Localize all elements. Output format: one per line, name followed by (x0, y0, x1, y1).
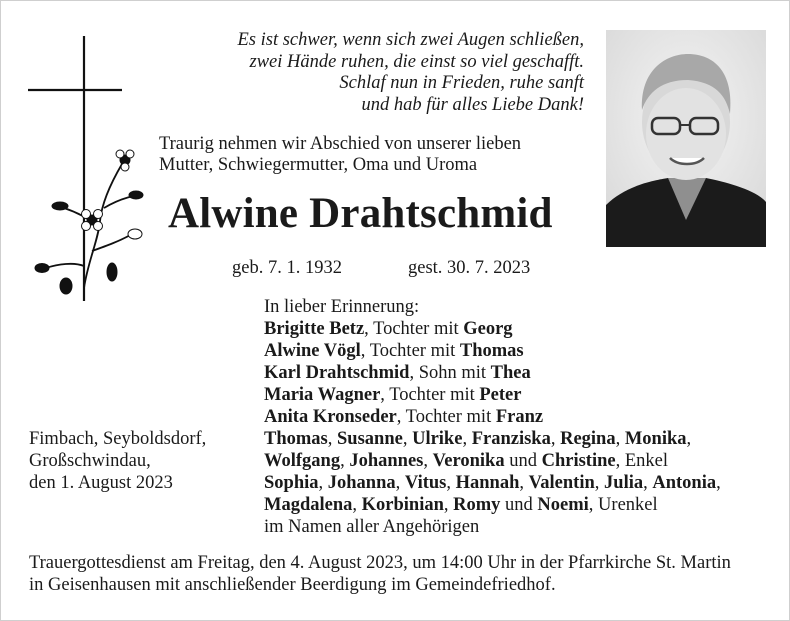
poem-line: und hab für alles Liebe Dank! (361, 94, 584, 115)
mourner-name: Thomas (459, 341, 524, 361)
mourner-name: Noemi (537, 495, 589, 515)
mourner-line (264, 450, 721, 472)
mourner-name: Antonia (652, 473, 717, 493)
mourner-relation: , (395, 473, 405, 493)
mourner-relation: , (594, 473, 605, 493)
mourner-name: Korbinian (361, 495, 444, 515)
poem-line: Schlaf nun in Frieden, ruhe sanft (339, 73, 584, 93)
funeral-service-info (29, 552, 731, 596)
mourner-name: Veronika (432, 451, 505, 471)
mourner-name: Ulrike (412, 429, 463, 449)
mourner-relation: , (716, 473, 721, 493)
mourner-relation: , (423, 451, 433, 471)
mourner-relation: und (504, 451, 542, 471)
memory-heading: In lieber Erinnerung: (264, 297, 420, 317)
mourner-line (264, 428, 721, 450)
mourner-name: Hannah (455, 473, 520, 493)
mourner-relation: , Tochter mit (396, 407, 496, 427)
mourner-name: Peter (479, 385, 522, 405)
mourners-list (264, 296, 721, 538)
poem (154, 30, 584, 116)
mourner-name: Brigitte Betz (264, 319, 365, 339)
service-line: Trauergottesdienst am Freitag, den 4. August 2023, um 14:00 Uhr in der Pfarrkirche St. Martin (29, 553, 731, 573)
mourner-relation: , (446, 473, 456, 493)
mourner-name: Julia (604, 473, 644, 493)
mourner-name: Franz (495, 407, 544, 427)
mourner-name: Magdalena (264, 495, 353, 515)
mourner-name: Georg (463, 319, 513, 339)
mourner-relation: , (327, 429, 337, 449)
service-line: in Geisenhausen mit anschließender Beerdigung im Gemeindefriedhof. (29, 575, 556, 595)
mourner-relation: , (340, 451, 350, 471)
mourner-name: Vitus (404, 473, 447, 493)
mourner-relation: , (352, 495, 362, 515)
place-line: Fimbach, Seyboldsdorf, (29, 429, 207, 449)
mourner-line (264, 516, 721, 538)
poem-line: Es ist schwer, wenn sich zwei Augen schließen, (237, 30, 584, 50)
mourner-name: Karl Drahtschmid (264, 363, 410, 383)
mourner-name: Christine (541, 451, 616, 471)
mourner-name: Maria Wagner (264, 385, 381, 405)
mourner-relation: , Tochter mit (364, 319, 464, 339)
mourner-line (264, 494, 721, 516)
death-date: gest. 30. 7. 2023 (408, 258, 531, 278)
mourner-name: Susanne (337, 429, 403, 449)
mourner-relation: , (615, 429, 625, 449)
intro-text (159, 134, 521, 176)
mourner-relation: , (318, 473, 328, 493)
mourner-name: Johannes (349, 451, 424, 471)
portrait-photo (606, 30, 766, 247)
deceased-name: Alwine Drahtschmid (168, 190, 553, 237)
mourner-name: Alwine Vögl (264, 341, 361, 361)
mourner-name: Regina (560, 429, 616, 449)
cross-with-flowers-icon (28, 36, 148, 301)
mourner-relation: , (550, 429, 561, 449)
mourner-relation: im Namen aller Angehörigen (264, 517, 480, 537)
mourner-name: Johanna (327, 473, 396, 493)
mourner-line (264, 384, 721, 406)
mourner-line (264, 340, 721, 362)
mourner-name: Franziska (471, 429, 551, 449)
mourner-relation: , (643, 473, 653, 493)
place-line: Großschwindau, (29, 451, 151, 471)
mourner-relation: , Tochter mit (380, 385, 480, 405)
poem-line: zwei Hände ruhen, die einst so viel geschafft. (249, 51, 584, 72)
mourner-relation: , Tochter mit (360, 341, 460, 361)
mourner-line (264, 472, 721, 494)
mourner-name: Thea (490, 363, 531, 383)
mourner-line (264, 362, 721, 384)
mourner-line (264, 406, 721, 428)
mourner-line (264, 318, 721, 340)
mourner-relation: , (443, 495, 454, 515)
mourner-name: Romy (453, 495, 501, 515)
mourner-relation: , (686, 429, 692, 449)
mourner-relation: , Urenkel (588, 495, 658, 515)
place-and-date (29, 428, 206, 494)
mourner-relation: , (462, 429, 472, 449)
intro-line: Mutter, Schwiegermutter, Oma und Uroma (159, 155, 478, 175)
intro-line: Traurig nehmen wir Abschied von unserer lieben (159, 134, 522, 154)
mourner-name: Sophia (264, 473, 319, 493)
mourner-relation: , Enkel (615, 451, 668, 471)
mourner-relation: , (402, 429, 413, 449)
mourner-name: Thomas (264, 429, 328, 449)
mourner-name: Wolfgang (264, 451, 341, 471)
mourner-relation: , (519, 473, 529, 493)
mourner-relation: und (500, 495, 538, 515)
date-line: den 1. August 2023 (29, 473, 173, 493)
birth-date: geb. 7. 1. 1932 (232, 258, 342, 278)
mourner-name: Valentin (528, 473, 595, 493)
mourner-name: Anita Kronseder (264, 407, 397, 427)
mourner-relation: , Sohn mit (409, 363, 491, 383)
mourner-name: Monika (624, 429, 687, 449)
